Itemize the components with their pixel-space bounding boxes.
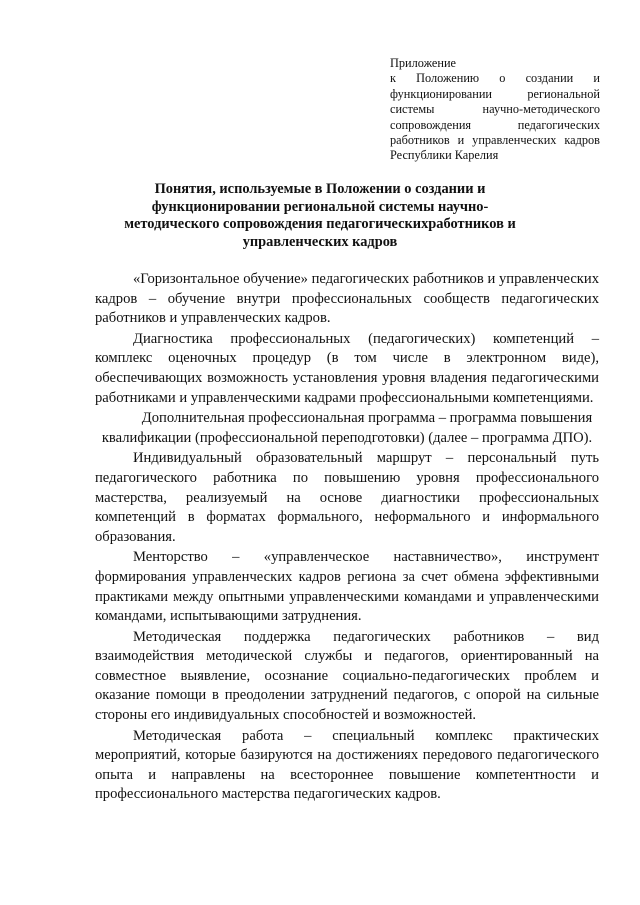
definition-individual-route: Индивидуальный образовательный маршрут – персональный путь педагогического работника по повышению уровня профессионального мастерства, реализуемый на основе диагностики профессиональных компетенций в форматах формального, неформального и информального образования.: [95, 450, 599, 545]
definition-competence-diagnostics: Диагностика профессиональных (педагогических) компетенций – комплекс оценочных процедур (в том числе в электронном виде), обеспечивающих возможность установления уровня владения педагогическими работниками и управленческими кадрами профессиональными компетенциями.: [95, 330, 599, 406]
definitions-list: [95, 270, 599, 806]
definition-methodical-support: Методическая поддержка педагогических работников – вид взаимодействия методической службы и педагогов, ориентированный на совместное выявление, осознание социально-педагогических проблем и оказание помощи в преодолении затруднений педагогов, с опорой на сильные стороны его индивидуальных способностей и возможностей.: [95, 628, 599, 724]
appendix-text: к Положению о создании и функционировании региональной системы научно-методического сопровождения педагогических работников и управленческих кадров Республики Карелия: [390, 71, 600, 163]
definition-horizontal-learning: «Горизонтальное обучение» педагогических работников и управленческих кадров – обучение внутри профессиональных сообществ педагогических работников и управленческих кадров.: [95, 271, 599, 327]
appendix-note: [390, 56, 600, 164]
definition-additional-program: Дополнительная профессиональная программа – программа повышения квалификации (профессиональной переподготовки) (далее – программа ДПО).: [101, 410, 593, 446]
document-title: Понятия, используемые в Положении о создании и функционировании региональной системы научно-методического сопровождения педагогическихработников и управленческих кадров: [124, 181, 516, 250]
definition-mentoring: Менторство – «управленческое наставничество», инструмент формирования управленческих кадров региона за счет обмена эффективными практиками между опытными управленческими командами и управленческими командами, испытывающими затруднения.: [95, 549, 599, 625]
appendix-heading: Приложение: [390, 56, 456, 70]
definition-methodical-work: Методическая работа – специальный комплекс практических мероприятий, которые базируются на достижениях передового педагогического опыта и направлены на всестороннее повышение компетентности и профессионального мастерства педагогических кадров.: [95, 727, 599, 803]
